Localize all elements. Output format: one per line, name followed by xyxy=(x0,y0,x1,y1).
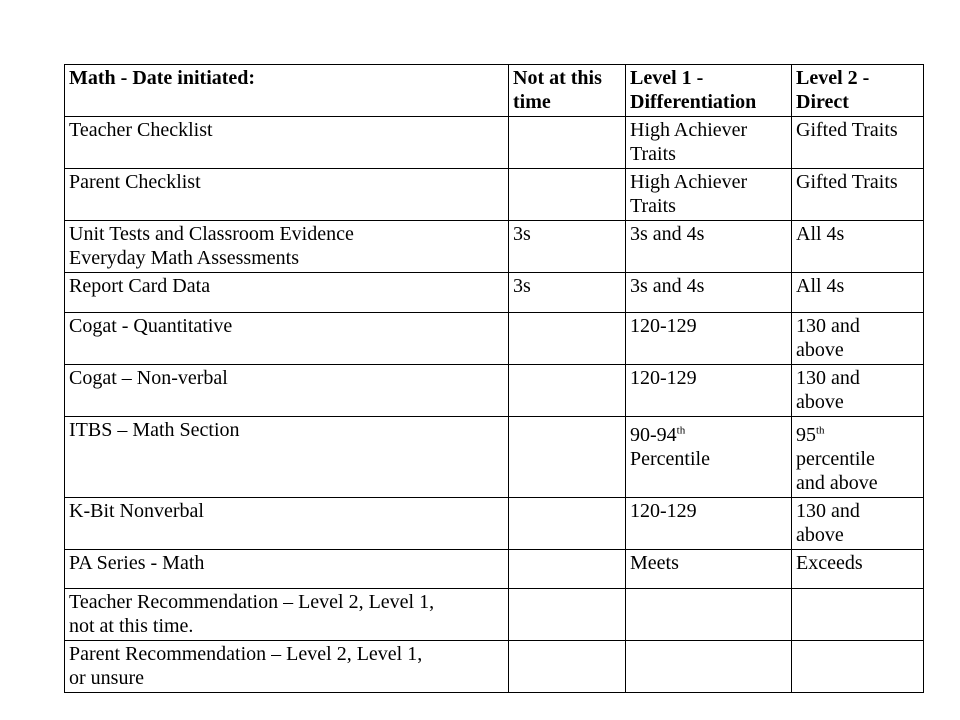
level1-cell: Meets xyxy=(626,550,792,589)
table-row xyxy=(65,365,924,417)
level1-cell xyxy=(626,417,792,498)
not-at-this-time-cell xyxy=(509,589,626,641)
level1-rest: Percentile xyxy=(630,448,710,470)
not-at-this-time-cell xyxy=(509,498,626,550)
level1-cell: High Achiever Traits xyxy=(626,169,792,221)
not-at-this-time-cell xyxy=(509,550,626,589)
not-at-this-time-cell xyxy=(509,313,626,365)
criterion-cell: K-Bit Nonverbal xyxy=(65,498,509,550)
table-row xyxy=(65,117,924,169)
table-row xyxy=(65,221,924,273)
level2-cell xyxy=(792,589,924,641)
criteria-table xyxy=(64,64,924,693)
not-at-this-time-cell xyxy=(509,117,626,169)
level1-cell: 3s and 4s xyxy=(626,273,792,313)
criterion-cell: Cogat – Non-verbal xyxy=(65,365,509,417)
level2-cell: All 4s xyxy=(792,221,924,273)
level1-cell: 3s and 4s xyxy=(626,221,792,273)
table-row xyxy=(65,273,924,313)
not-at-this-time-cell: 3s xyxy=(509,273,626,313)
criterion-cell: Cogat - Quantitative xyxy=(65,313,509,365)
criterion-cell: Parent Checklist xyxy=(65,169,509,221)
criterion-cell: Unit Tests and Classroom Evidence Everyday Math Assessments xyxy=(65,221,509,273)
level2-cell: 130 and above xyxy=(792,365,924,417)
level2-rest: percentile and above xyxy=(796,448,878,494)
level1-value: 90-94 xyxy=(630,424,677,446)
not-at-this-time-cell xyxy=(509,365,626,417)
table-row xyxy=(65,589,924,641)
criterion-cell: PA Series - Math xyxy=(65,550,509,589)
criterion-cell: Teacher Checklist xyxy=(65,117,509,169)
level2-value: 95 xyxy=(796,424,816,446)
table-row xyxy=(65,169,924,221)
level2-cell xyxy=(792,417,924,498)
not-at-this-time-cell xyxy=(509,417,626,498)
criterion-cell: Report Card Data xyxy=(65,273,509,313)
not-at-this-time-cell: 3s xyxy=(509,221,626,273)
level2-cell: 130 and above xyxy=(792,498,924,550)
level1-cell xyxy=(626,589,792,641)
not-at-this-time-cell xyxy=(509,169,626,221)
level2-ordinal-suffix: th xyxy=(816,424,825,437)
level1-cell: High Achiever Traits xyxy=(626,117,792,169)
header-criterion: Math - Date initiated: xyxy=(65,65,509,117)
level1-cell: 120-129 xyxy=(626,365,792,417)
level1-ordinal-suffix: th xyxy=(676,424,686,437)
table-row xyxy=(65,417,924,498)
not-at-this-time-cell xyxy=(509,641,626,693)
criterion-cell: Teacher Recommendation – Level 2, Level 1, not at this time. xyxy=(65,589,509,641)
table-row xyxy=(65,550,924,589)
table-header-row xyxy=(65,65,924,117)
level2-cell: Gifted Traits xyxy=(792,117,924,169)
level2-cell: Gifted Traits xyxy=(792,169,924,221)
header-level1: Level 1 - Differentiation xyxy=(626,65,792,117)
level2-cell: Exceeds xyxy=(792,550,924,589)
level2-cell xyxy=(792,641,924,693)
table-row xyxy=(65,313,924,365)
level1-cell xyxy=(626,641,792,693)
level1-cell: 120-129 xyxy=(626,498,792,550)
table-row xyxy=(65,641,924,693)
header-not-at-this-time: Not at this time xyxy=(509,65,626,117)
level1-cell: 120-129 xyxy=(626,313,792,365)
criterion-cell: ITBS – Math Section xyxy=(65,417,509,498)
level2-cell: 130 and above xyxy=(792,313,924,365)
table-row xyxy=(65,498,924,550)
criterion-cell: Parent Recommendation – Level 2, Level 1, or unsure xyxy=(65,641,509,693)
level2-cell: All 4s xyxy=(792,273,924,313)
header-level2: Level 2 - Direct xyxy=(792,65,924,117)
